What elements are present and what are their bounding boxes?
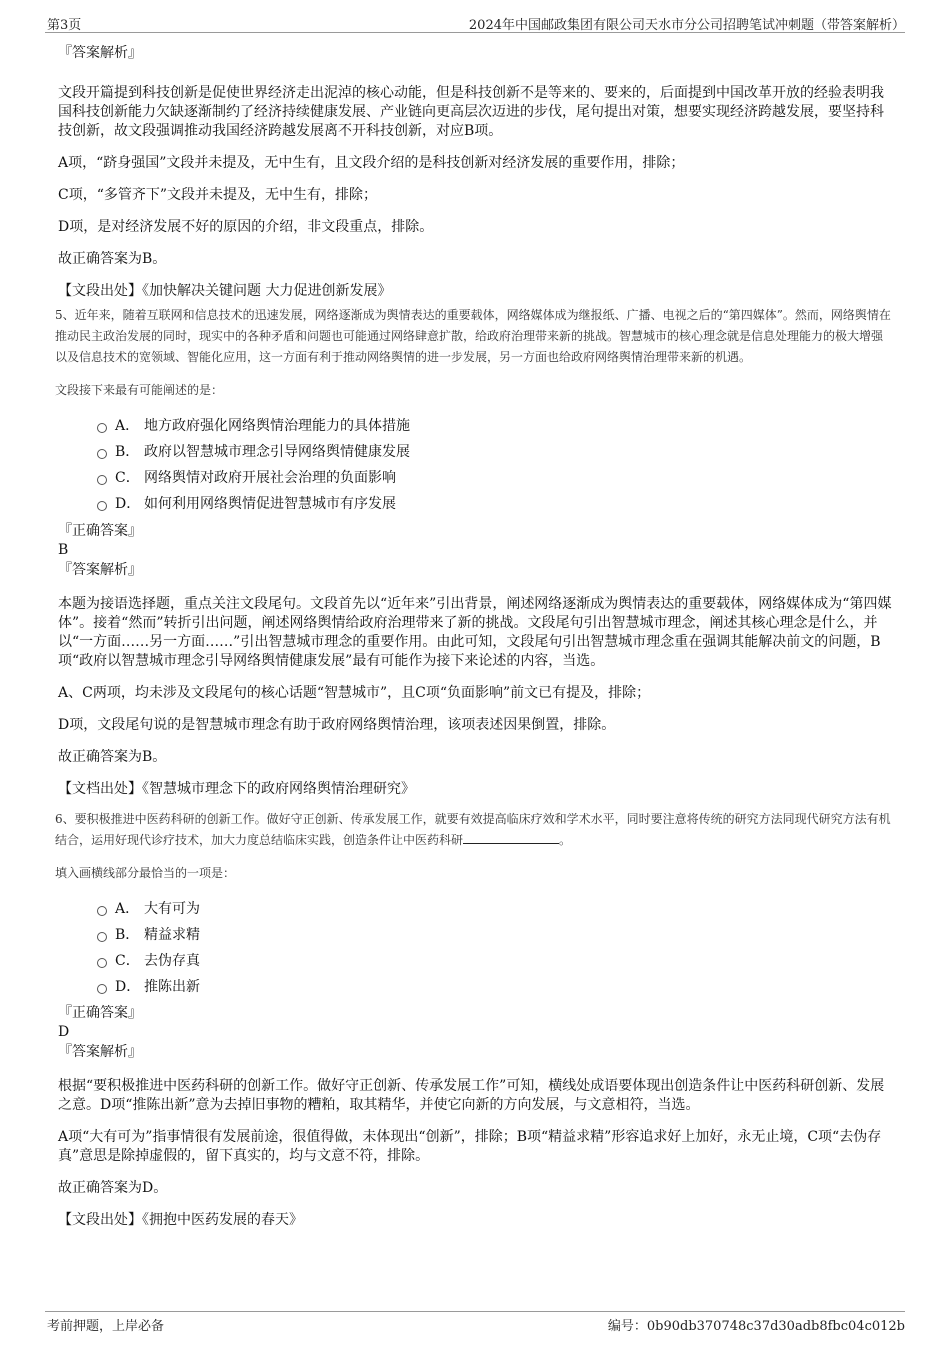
option-b[interactable]: B． 精益求精 xyxy=(58,922,893,948)
page-header xyxy=(45,12,905,33)
option-d[interactable]: D． 如何利用网络舆情促进智慧城市有序发展 xyxy=(58,491,893,517)
source: 【文段出处】《加快解决关键问题 大力促进创新发展》 xyxy=(58,283,392,299)
analysis-label: 『答案解析』 xyxy=(58,562,142,578)
conclusion: 故正确答案为B。 xyxy=(58,749,167,765)
question-5-prompt: 文段接下来最有可能阐述的是： xyxy=(55,383,224,397)
analysis-label: 『答案解析』 xyxy=(58,1044,142,1060)
option-a[interactable]: A． 地方政府强化网络舆情治理能力的具体措施 xyxy=(58,413,893,439)
option-a[interactable]: A． 大有可为 xyxy=(58,896,893,922)
radio-icon[interactable] xyxy=(97,501,107,511)
option-d[interactable]: D． 推陈出新 xyxy=(58,974,893,1000)
analysis-option-c: C项，“多管齐下”文段并未提及，无中生有，排除； xyxy=(58,187,378,203)
page-content xyxy=(55,40,893,1230)
analysis-option-d: D项，是对经济发展不好的原因的介绍，非文段重点，排除。 xyxy=(58,219,434,235)
radio-icon[interactable] xyxy=(97,984,107,994)
document-id: 编号：0b90db370748c37d30adb8fbc04c012b xyxy=(607,1319,905,1334)
radio-icon[interactable] xyxy=(97,423,107,433)
radio-icon[interactable] xyxy=(97,449,107,459)
page-number: 第3页 xyxy=(47,18,82,33)
source: 【文档出处】《智慧城市理念下的政府网络舆情治理研究》 xyxy=(58,781,415,797)
analysis-paragraph: 根据“要积极推进中医药科研的创新工作。做好守正创新、传承发展工作”可知，横线处成语要体现出创造条件让中医药科研创新、发展之意。D项“推陈出新”意为去掉旧事物的糟粕，取其精华，并使它向新的方向发展，与文意相符，当选。 xyxy=(58,1078,885,1113)
question-6-options xyxy=(58,896,893,1000)
page-footer xyxy=(45,1311,905,1334)
analysis-option-ac: A、C两项，均未涉及文段尾句的核心话题“智慧城市”，且C项“负面影响”前文已有提及，排除； xyxy=(58,685,651,701)
answer-label: 『正确答案』 xyxy=(58,1005,142,1021)
question-5-stem: 5、近年来，随着互联网和信息技术的迅速发展，网络逐渐成为舆情表达的重要载体，网络媒体成为继报纸、广播、电视之后的“第四媒体”。然而，网络舆情在推动民主政治发展的同时，现实中的各种矛盾和问题也可能通过网络肆意扩散，给政府治理带来新的挑战。智慧城市的核心理念就是信息处理能力的极大增强以及信息技术的宽领域、智能化应用，这一方面有利于推动网络舆情的进一步发展，另一方面也给政府网络舆情治理带来新的机遇。 xyxy=(55,308,891,364)
source: 【文段出处】《拥抱中医药发展的春天》 xyxy=(58,1212,303,1228)
radio-icon[interactable] xyxy=(97,958,107,968)
analysis-option-abc: A项“大有可为”指事情很有发展前途，很值得做，未体现出“创新”，排除；B项“精益求精”形容追求好上加好，永无止境，C项“去伪存真”意思是除掉虚假的，留下真实的，均与文意不符，排除。 xyxy=(58,1129,882,1164)
question-5-options xyxy=(58,413,893,517)
analysis-paragraph: 文段开篇提到科技创新是促使世界经济走出泥淖的核心动能，但是科技创新不是等来的、要来的，后面提到中国改革开放的经验表明我国科技创新能力欠缺逐渐制约了经济持续健康发展、产业链向更高层次迈进的步伐，尾句提出对策，想要实现经济跨越发展，要坚持科技创新，故文段强调推动我国经济跨越发展离不开科技创新，对应B项。 xyxy=(58,85,884,139)
answer-value: D xyxy=(58,1024,70,1040)
radio-icon[interactable] xyxy=(97,906,107,916)
footer-slogan: 考前押题，上岸必备 xyxy=(47,1319,165,1334)
radio-icon[interactable] xyxy=(97,475,107,485)
question-6-stem: 6、要积极推进中医药科研的创新工作。做好守正创新、传承发展工作，就要有效提高临床疗效和学术水平，同时要注意将传统的研究方法同现代研究方法有机结合，运用好现代诊疗技术，加大力度总结临床实践，创造条件让中医药科研 。 xyxy=(55,812,891,847)
analysis-option-d: D项，文段尾句说的是智慧城市理念有助于政府网络舆情治理，该项表述因果倒置，排除。 xyxy=(58,717,616,733)
conclusion: 故正确答案为B。 xyxy=(58,251,167,267)
document-title: 2024年中国邮政集团有限公司天水市分公司招聘笔试冲刺题（带答案解析） xyxy=(468,18,905,33)
option-c[interactable]: C． 去伪存真 xyxy=(58,948,893,974)
option-b[interactable]: B． 政府以智慧城市理念引导网络舆情健康发展 xyxy=(58,439,893,465)
analysis-option-a: A项，“跻身强国”文段并未提及，无中生有，且文段介绍的是科技创新对经济发展的重要作用，排除； xyxy=(58,155,685,171)
radio-icon[interactable] xyxy=(97,932,107,942)
analysis-label: 『答案解析』 xyxy=(58,45,142,61)
answer-blank xyxy=(463,831,559,844)
analysis-paragraph: 本题为接语选择题，重点关注文段尾句。文段首先以“近年来”引出背景，阐述网络逐渐成为舆情表达的重要载体，网络媒体成为“第四媒体”。接着“然而”转折引出问题，阐述网络舆情给政府治理带来了新的挑战。文段尾句引出智慧城市理念，阐述其核心理念是什么，并以“一方面……另一方面……”引出智慧城市理念的重要作用。由此可知，文段尾句引出智慧城市理念重在强调其能解决前文的问题，B项“政府以智慧城市理念引导网络舆情健康发展”最有可能作为接下来论述的内容，当选。 xyxy=(58,596,892,669)
answer-value: B xyxy=(58,542,69,558)
question-6-prompt: 填入画横线部分最恰当的一项是： xyxy=(55,866,236,880)
conclusion: 故正确答案为D。 xyxy=(58,1180,168,1196)
answer-label: 『正确答案』 xyxy=(58,523,142,539)
option-c[interactable]: C． 网络舆情对政府开展社会治理的负面影响 xyxy=(58,465,893,491)
